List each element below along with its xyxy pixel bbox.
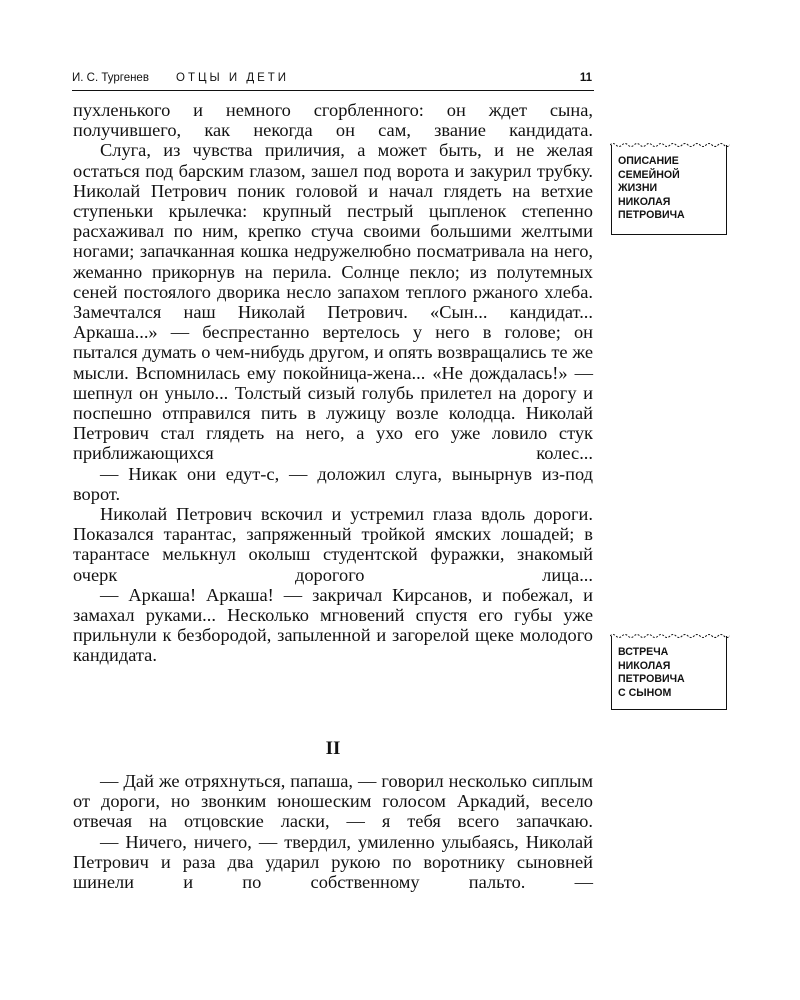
chapter-heading: II — [325, 738, 341, 759]
paragraph: — Никак они едут-с, — доложил слуга, вынырнув из-под ворот. — [73, 463, 593, 504]
paragraph: пухленького и немного сгорбленного: он ждет сына, получившего, как некогда он сам, звание кандидата. — [73, 100, 593, 141]
paragraph: — Ничего, ничего, — твердил, умиленно улыбаясь, Николай Петрович и раза два ударил рукою по воротнику сыновней шинели и по собственному пальто. — — [73, 831, 593, 893]
body-text — [73, 100, 593, 666]
wavy-border-decoration — [610, 141, 730, 149]
paragraph: — Аркаша! Аркаша! — закричал Кирсанов, и побежал, и замахал руками... Несколько мгновений спустя его губы уже прильнули к безбородой, запыленной и загорелой щеке молодого кандидата. — [73, 584, 593, 666]
running-head-book-title: ОТЦЫ И ДЕТИ — [176, 72, 290, 84]
paragraph: Слуга, из чувства приличия, а может быть, и не желая остаться под барским глазом, зашел под ворота и закурил трубку. Николай Петрович поник головой и начал глядеть на ветхие ступеньки крылечка: крупный пестрый цыпленок степенно расхаживал по ним, крепко стуча своими большими желтыми ногами; запачканная кошка недружелюбно посматривала на него, жеманно прикорнув на перила. Солнце пекло; из полутемных сеней постоялого дворика несло запахом теплого ржаного хлеба. Замечтался наш Николай Петрович. «Сын... кандидат... Аркаша...» — беспрестанно вертелось у него в голове; он пытался думать о чем-нибудь другом, и опять возвращались те же мысли. Вспомнилась ему покойница-жена... «Не дождалась!» — шепнул он уныло... Толстый сизый голубь прилетел на дорогу и поспешно отправился пить в лужицу возле колодца. Николай Петрович стал глядеть на него, а ухо его уже ловило стук приближающихся колес... — [73, 140, 593, 464]
paragraph: — Дай же отряхнуться, папаша, — говорил несколько сиплым от дороги, но звонким юношеским голосом Аркадий, весело отвечая на отцовские ласки, — я тебя всего запачкаю. — [73, 771, 593, 832]
page-number: 11 — [579, 72, 592, 84]
margin-note-text: ВСТРЕЧА НИКОЛАЯ ПЕТРОВИЧА С СЫНОМ — [618, 646, 685, 699]
running-head-author: И. С. Тургенев — [72, 72, 149, 84]
running-head — [72, 70, 594, 91]
margin-note-text: ОПИСАНИЕ СЕМЕЙНОЙ ЖИЗНИ НИКОЛАЯ ПЕТРОВИЧА — [618, 155, 685, 222]
chapter-body-text — [73, 771, 593, 892]
wavy-border-decoration — [610, 632, 730, 640]
margin-note — [611, 145, 727, 235]
margin-note — [611, 636, 727, 710]
paragraph: Николай Петрович вскочил и устремил глаза вдоль дороги. Показался тарантас, запряженный тройкой ямских лошадей; в тарантасе мелькнул околыш студентской фуражки, знакомый очерк дорогого лица... — [73, 504, 593, 585]
